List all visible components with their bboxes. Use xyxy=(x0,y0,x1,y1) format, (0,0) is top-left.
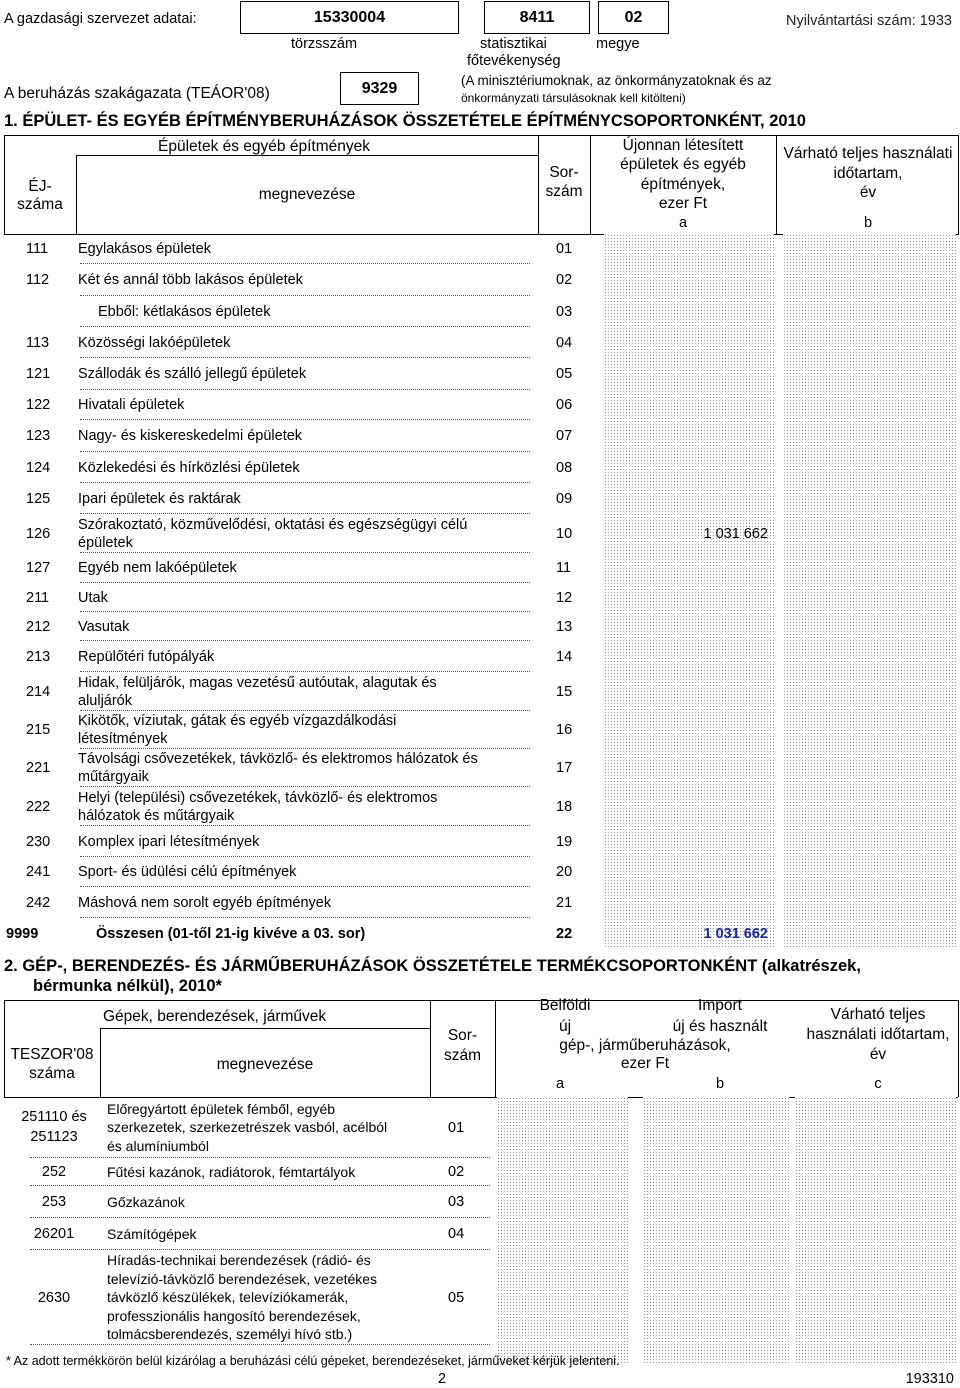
s2-row-code: 251110 és xyxy=(21,1108,87,1125)
s1-row-code: 213 xyxy=(26,648,51,665)
s2-import-2: új és használt xyxy=(672,1018,768,1035)
s2-col-b-area xyxy=(643,1097,789,1363)
s1-buildings-header: Épületek és egyéb építmények xyxy=(158,138,370,155)
s1-ej-header-2: száma xyxy=(17,196,63,213)
s2-row-sor: 02 xyxy=(448,1164,465,1180)
s1-row-divider xyxy=(80,748,530,749)
s2-col-c-1: Várható teljes xyxy=(830,1006,926,1023)
s2-row-name-line: és alumíniumból xyxy=(107,1137,209,1154)
s1-row-divider xyxy=(80,786,530,787)
s1-row-name: Közösségi lakóépületek xyxy=(78,334,231,351)
s2-col-c-2: használati időtartam, xyxy=(806,1026,950,1043)
s1-col-a-1: Újonnan létesített xyxy=(622,137,744,154)
s1-row-sor: 02 xyxy=(556,272,573,288)
s2-row-name-line: televízió-távközlő berendezések, vezetékes xyxy=(107,1270,378,1287)
s1-row-code: 230 xyxy=(26,833,51,850)
s2-letter-c: c xyxy=(874,1076,882,1092)
footnote: * Az adott termékkörön belül kizárólag a beruházási célú gépeket, berendezéseket, járműveket kérjük jelenteni. xyxy=(6,1354,620,1368)
megye-field[interactable]: 02 xyxy=(598,1,669,34)
s1-row-name-2: hálózatok és műtárgyaik xyxy=(78,807,235,824)
s1-row-divider xyxy=(80,451,530,452)
s1-row-name-2: épületek xyxy=(78,534,133,551)
s1-row-sor: 09 xyxy=(556,490,573,507)
s1-row-name-2: műtárgyaik xyxy=(78,769,149,785)
s2-sor-1: Sor- xyxy=(447,1027,478,1044)
s1-col-b-3: év xyxy=(859,184,877,201)
torzsszam-field[interactable]: 15330004 xyxy=(240,1,459,34)
s1-row-sor: 10 xyxy=(556,525,573,542)
s1-row-divider xyxy=(80,482,530,483)
s2-teszor-2: száma xyxy=(29,1065,75,1082)
page-number: 2 xyxy=(438,1371,447,1387)
s1-row-code: 215 xyxy=(26,722,51,738)
s1-row-name: Egyéb nem lakóépületek xyxy=(78,560,237,576)
s1-row-sor: 15 xyxy=(556,683,573,700)
s2-row-code-2: 251123 xyxy=(30,1128,78,1145)
s2-shared-1: gép-, járműberuházások, xyxy=(559,1037,731,1054)
s2-letter-a: a xyxy=(555,1076,565,1092)
s2-row-name-line: Gőzkazánok xyxy=(107,1193,185,1210)
s1-row-sor: 01 xyxy=(556,241,573,257)
s2-shared-2: ezer Ft xyxy=(620,1055,670,1072)
s1-row-code: 242 xyxy=(26,894,51,911)
s1-row-name: Komplex ipari létesítmények xyxy=(78,833,260,850)
s1-row-sor: 18 xyxy=(556,798,573,815)
s1-row-name: Két és annál több lakásos épületek xyxy=(78,272,303,288)
s1-row-divider xyxy=(80,552,530,553)
s1-row-code: 221 xyxy=(26,760,51,776)
s2-teszor-1: TESZOR'08 xyxy=(10,1046,94,1063)
s1-col-a-4: ezer Ft xyxy=(658,195,708,212)
stat-label-1: statisztikai xyxy=(480,36,547,52)
s2-row-sor: 04 xyxy=(448,1226,465,1242)
note-line-2: önkormányzati társulásoknak kell kitölteni) xyxy=(461,91,686,105)
s2-row-code: 252 xyxy=(41,1164,67,1180)
s1-row-code: 127 xyxy=(26,560,51,576)
s2-col-c-area xyxy=(795,1097,956,1363)
s2-col-c-3: év xyxy=(869,1046,887,1063)
s1-row-sor: 20 xyxy=(556,864,573,880)
s1-row-code: 121 xyxy=(26,366,51,382)
s2-row-code: 26201 xyxy=(33,1226,75,1242)
s1-row-code: 111 xyxy=(26,241,49,257)
s1-row-divider xyxy=(80,671,530,672)
s1-row-sor: 19 xyxy=(556,833,573,850)
s1-row-sor: 21 xyxy=(556,894,573,911)
s1-row-sor: 16 xyxy=(556,722,573,738)
s1-row-name: Közlekedési és hírközlési épületek xyxy=(78,459,300,476)
s1-sor-header-2: szám xyxy=(545,183,583,200)
torzsszam-label: törzsszám xyxy=(291,36,358,52)
org-data-label: A gazdasági szervezet adatai: xyxy=(4,11,197,27)
s2-machines-header: Gépek, berendezések, járművek xyxy=(103,1008,327,1025)
s1-row-divider xyxy=(80,917,530,918)
s2-row-code: 2630 xyxy=(37,1289,71,1306)
s2-name-header: megnevezése xyxy=(216,1056,314,1073)
s1-row-name: Hidak, felüljárók, magas vezetésű autóutak, alagutak és xyxy=(78,674,437,691)
s1-row-code: 126 xyxy=(26,525,51,542)
s1-row-divider xyxy=(80,357,530,358)
s2-row-name-line: szerkezetek, szerkezetrészek vasból, acélból xyxy=(107,1119,388,1136)
s1-row-code: 124 xyxy=(26,459,51,476)
s2-row-sor: 05 xyxy=(448,1289,465,1306)
s1-row-sor: 13 xyxy=(556,618,573,635)
s2-col-a-area xyxy=(497,1097,628,1363)
s2-row-divider xyxy=(30,1217,490,1218)
s1-row-divider xyxy=(80,513,530,514)
s1-row-code: 122 xyxy=(26,397,51,413)
s1-row-name: Vasutak xyxy=(78,618,130,635)
s2-row-divider xyxy=(30,1344,490,1345)
s2-row-sor: 01 xyxy=(448,1119,465,1136)
s1-row-sor: 05 xyxy=(556,366,573,382)
section2-title-2: bérmunka nélkül), 2010* xyxy=(33,977,222,995)
s1-col-a-area xyxy=(604,234,774,947)
s2-row-divider xyxy=(30,1157,490,1158)
s2-letter-b: b xyxy=(715,1076,725,1092)
s1-row-name: Ebből: kétlakásos épületek xyxy=(98,303,271,320)
stat-label-2: főtevékenység xyxy=(467,53,561,69)
s2-row-name-line: Híradás-technikai berendezések (rádió- és xyxy=(107,1252,371,1269)
s1-row-sor: 07 xyxy=(556,428,573,444)
registration-number: Nyilvántartási szám: 1933 xyxy=(785,13,952,29)
megye-label: megye xyxy=(596,36,640,52)
s1-row-divider xyxy=(80,326,530,327)
s1-row-name: Kikötők, víziutak, gátak és egyéb vízgazdálkodási xyxy=(78,713,397,729)
s1-row-code: 112 xyxy=(26,272,50,288)
s1-total-sor: 22 xyxy=(556,926,573,942)
s1-row-divider xyxy=(80,295,530,296)
s1-row-code: 123 xyxy=(26,428,51,444)
teaor-field[interactable]: 9329 xyxy=(340,72,419,105)
s1-sor-header-1: Sor- xyxy=(549,164,579,181)
s1-row-sor: 11 xyxy=(556,560,572,576)
s2-row-divider xyxy=(30,1185,490,1186)
form-code: 193310 xyxy=(905,1371,954,1387)
s1-row-sor: 08 xyxy=(556,459,573,476)
s1-row-divider xyxy=(80,825,530,826)
s1-row-name: Egylakásos épületek xyxy=(78,241,211,257)
note-line-1: (A minisztériumoknak, az önkormányzatoknak és az xyxy=(461,73,772,88)
s2-row-name-line: távközlő készülékek, televíziókamerák, xyxy=(107,1289,349,1306)
s1-col-b-area xyxy=(783,234,956,947)
s1-col-b-1: Várható teljes használati xyxy=(783,145,953,162)
s1-col-a-2: épületek és egyéb xyxy=(620,156,746,173)
s1-col-b-letter: b xyxy=(863,215,873,231)
s1-row-divider xyxy=(80,710,530,711)
s1-row-name: Utak xyxy=(78,589,108,606)
s1-name-header: megnevezése xyxy=(258,186,356,203)
s2-row-name-line: Fűtési kazánok, radiátorok, fémtartályok xyxy=(107,1163,356,1180)
s2-row-name-line: Előregyártott épületek fémből, egyéb xyxy=(107,1100,336,1117)
s1-row-code: 113 xyxy=(26,334,50,351)
s1-row-sor: 06 xyxy=(556,397,573,413)
s1-row-sor: 04 xyxy=(556,334,573,351)
s1-row-code: 241 xyxy=(26,864,51,880)
section2-title-1: 2. GÉP-, BERENDEZÉS- ÉS JÁRMŰBERUHÁZÁSOK ÖSSZETÉTELE TERMÉKCSOPORTONKÉNT (alkatrészek, xyxy=(4,957,861,975)
s1-row-name: Távolsági csővezetékek, távközlő- és elektromos hálózatok és xyxy=(78,751,478,767)
s1-row-divider xyxy=(80,611,530,612)
s1-row-divider xyxy=(80,582,530,583)
s2-row-name-line: Számítógépek xyxy=(107,1225,197,1242)
s1-row-name-2: létesítmények xyxy=(78,731,168,747)
s1-row-name: Hivatali épületek xyxy=(78,397,185,413)
s1-row-name: Máshová nem sorolt egyéb építmények xyxy=(78,894,332,911)
s2-row-name-line: tolmácsberendezés, személyi hívó stb.) xyxy=(107,1326,353,1343)
s1-row-name: Helyi (települési) csővezetékek, távközlő- és elektromos xyxy=(78,789,438,806)
s1-total-code: 9999 xyxy=(6,926,39,942)
s1-total-name: Összesen (01-től 21-ig kivéve a 03. sor) xyxy=(96,926,366,942)
s1-row-sor: 12 xyxy=(556,589,573,606)
s1-col-a-3: építmények, xyxy=(640,176,726,193)
s2-domestic-1: Belföldi xyxy=(539,997,591,1014)
s2-row-divider xyxy=(30,1249,490,1250)
s2-row-name-line: professzionális hangosító berendezések, xyxy=(107,1307,361,1324)
s1-row-divider xyxy=(80,263,530,264)
s1-row-code: 212 xyxy=(26,618,51,635)
s1-row-name: Ipari épületek és raktárak xyxy=(78,490,241,507)
s1-row-name-2: aluljárók xyxy=(78,692,132,709)
section1-title: 1. ÉPÜLET- ÉS EGYÉB ÉPÍTMÉNYBERUHÁZÁSOK ÖSSZETÉTELE ÉPÍTMÉNYCSOPORTONKÉNT, 2010 xyxy=(4,112,806,130)
teaor-label: A beruházás szakágazata (TEÁOR'08) xyxy=(4,85,270,102)
s2-domestic-2: új xyxy=(558,1018,572,1035)
s2-sor-2: szám xyxy=(443,1047,482,1064)
s1-row-code: 125 xyxy=(26,490,51,507)
s1-col-b-2: időtartam, xyxy=(833,165,903,182)
s1-row-name: Szórakoztató, közművelődési, oktatási és egészségügyi célú xyxy=(78,516,468,533)
s2-row-code: 253 xyxy=(41,1194,67,1210)
s1-row-divider xyxy=(80,640,530,641)
s1-ej-header-1: ÉJ- xyxy=(28,178,52,195)
s1-row-divider xyxy=(80,856,530,857)
s1-row-divider xyxy=(80,389,530,390)
s1-row-divider xyxy=(80,419,530,420)
s1-row-code: 211 xyxy=(26,589,50,606)
s2-row-sor: 03 xyxy=(448,1194,465,1210)
s1-row-divider xyxy=(80,886,530,887)
s1-col-a-letter: a xyxy=(678,215,688,231)
s1-row-sor: 03 xyxy=(556,303,573,320)
s1-total-value: 1 031 662 xyxy=(703,926,768,942)
s1-row-value: 1 031 662 xyxy=(703,525,768,542)
s1-row-code: 214 xyxy=(26,683,51,700)
s1-row-name: Szállodák és szálló jellegű épületek xyxy=(78,366,307,382)
s1-row-sor: 17 xyxy=(556,760,573,776)
s1-row-sor: 14 xyxy=(556,648,573,665)
s2-import-1: Import xyxy=(698,997,742,1014)
stat-field[interactable]: 8411 xyxy=(484,1,590,34)
s1-row-name: Repülőtéri futópályák xyxy=(78,648,215,665)
s1-row-name: Sport- és üdülési célú építmények xyxy=(78,864,297,880)
s1-row-name: Nagy- és kiskereskedelmi épületek xyxy=(78,428,303,444)
s1-row-code: 222 xyxy=(26,798,51,815)
